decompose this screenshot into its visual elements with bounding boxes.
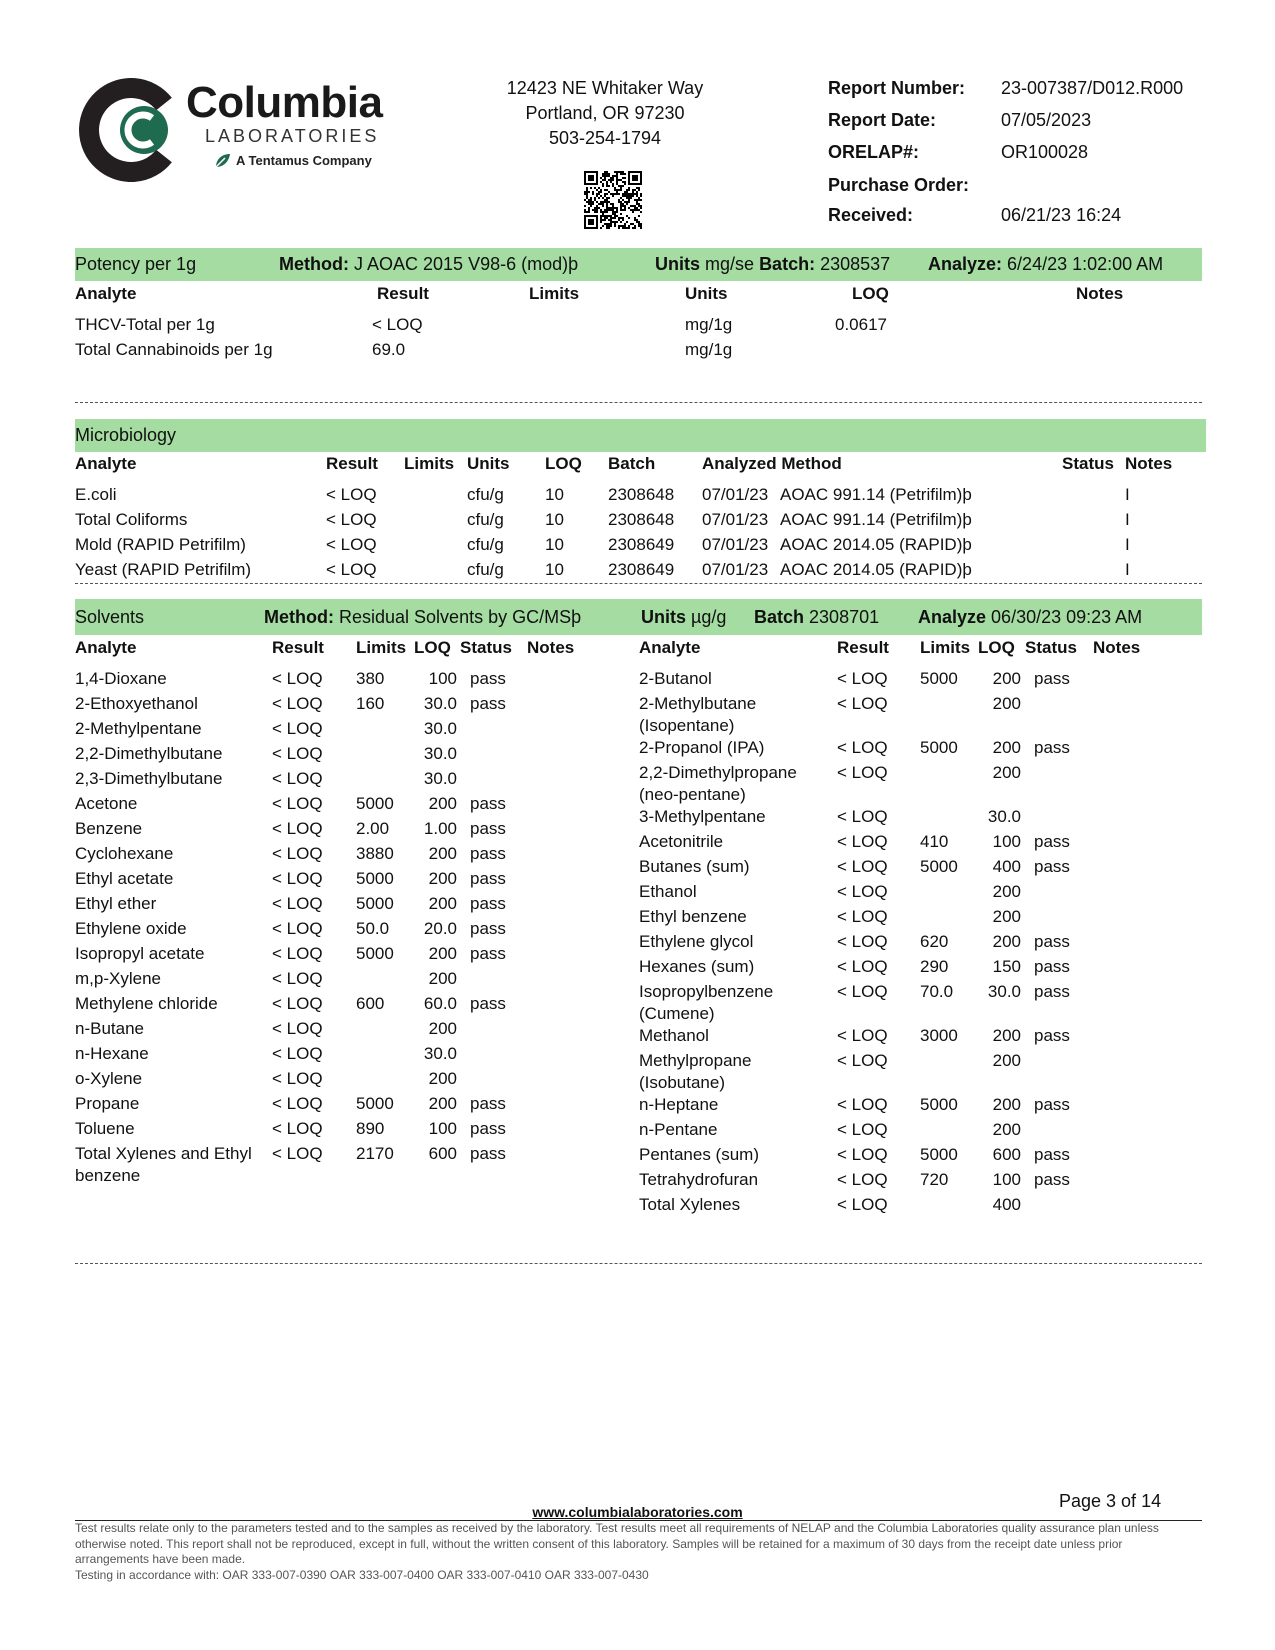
solvents-analyze [918,601,1142,634]
table-cell: < LOQ [837,1195,888,1214]
brand-name: Columbia [186,78,383,127]
column-header: Result [837,638,889,657]
column-header: Notes [1125,454,1173,473]
table-cell: pass [470,919,506,938]
table-cell: o-Xylene [75,1069,143,1088]
table-cell: < LOQ [272,719,323,738]
table-cell: 200 [992,669,1021,688]
table-cell: 5000 [356,869,394,888]
report-label: Purchase Order: [828,175,970,195]
table-cell: < LOQ [272,1019,323,1038]
potency-title: Potency per 1g [75,254,197,274]
table-cell: Ethylene glycol [639,932,754,951]
column-header: LOQ [414,638,451,657]
table-cell: 2170 [356,1144,394,1163]
table-cell: Tetrahydrofuran [639,1170,759,1189]
table-cell: 200 [992,932,1021,951]
logo-c-icon [78,78,182,182]
table-cell: 200 [428,944,457,963]
table-cell: 1,4-Dioxane [75,669,167,688]
table-cell: pass [1034,1145,1070,1164]
table-cell: 150 [992,957,1021,976]
table-cell: 200 [992,694,1021,713]
table-cell: 60.0 [423,994,457,1013]
solvents-analyze-label: Analyze [918,607,987,627]
table-cell: 290 [920,957,949,976]
report-value: 06/21/23 16:24 [1001,205,1122,225]
divider [75,402,1202,403]
table-cell: < LOQ [272,769,323,788]
table-cell: 200 [428,1094,457,1113]
table-cell: 200 [992,882,1021,901]
table-cell: (Cumene) [639,1004,715,1023]
solvents-batch-value: 2308701 [809,607,880,627]
column-header: Status [1062,454,1114,473]
table-cell: pass [470,1119,506,1138]
address-street: 12423 NE Whitaker Way [506,78,704,98]
table-cell: Total Xylenes and Ethyl [75,1144,252,1163]
table-cell: pass [1034,738,1070,757]
table-cell: 600 [356,994,385,1013]
table-cell: pass [1034,1170,1070,1189]
table-cell: pass [470,869,506,888]
table-cell: I [1125,535,1130,554]
tentamus-leaf-icon [213,151,233,171]
table-cell: 2,2-Dimethylpropane [639,763,797,782]
table-cell: < LOQ [837,807,888,826]
footer-url[interactable]: www.columbialaboratories.com [532,1504,743,1520]
table-cell: 30.0 [423,719,457,738]
table-cell: m,p-Xylene [75,969,161,988]
table-cell: Acetonitrile [639,832,724,851]
disclaimer-text: Test results relate only to the parameters tested and to the samples as received by the laboratory. Test results meet all requirements of NELAP and the Columbia Laboratories quality assurance plan unless otherwise noted. This report shall not be reproduced, except in full, without the written consent of this laboratory. Samples will be retained for a maximum of 30 days from the receipt date unless prior arrangements have been made. [75,1521,1159,1566]
potency-units-label: Units [655,254,700,274]
table-cell: < LOQ [837,1051,888,1070]
table-cell: 2-Propanol (IPA) [639,738,765,757]
table-cell: THCV-Total per 1g [75,315,215,334]
potency-analyze-value: 6/24/23 1:02:00 AM [1007,254,1164,274]
table-cell: 2-Butanol [639,669,712,688]
table-cell: 30.0 [987,982,1021,1001]
table-cell: < LOQ [837,907,888,926]
table-cell: < LOQ [326,510,377,529]
table-cell: < LOQ [837,957,888,976]
table-cell: 10 [545,485,564,504]
table-cell: cfu/g [467,560,504,579]
divider [75,1263,1202,1264]
table-cell: < LOQ [272,1119,323,1138]
table-cell: 5000 [920,669,958,688]
table-cell: I [1125,560,1130,579]
table-cell: Cyclohexane [75,844,174,863]
table-cell: < LOQ [837,669,888,688]
table-cell: pass [470,694,506,713]
footer-disclaimer [75,1521,1195,1583]
table-cell: < LOQ [837,694,888,713]
table-cell: < LOQ [272,844,323,863]
table-cell: Total Cannabinoids per 1g [75,340,273,359]
table-cell: n-Butane [75,1019,144,1038]
table-cell: 2308649 [608,535,675,554]
report-value: 23-007387/D012.R000 [1001,78,1184,98]
table-cell: 07/01/23 [702,510,769,529]
table-cell: (Isobutane) [639,1073,725,1092]
column-header: Notes [1076,284,1124,303]
solvents-units-value: µg/g [691,607,727,627]
table-cell: pass [470,994,506,1013]
table-cell: 5000 [356,944,394,963]
table-cell: cfu/g [467,510,504,529]
table-cell: Methanol [639,1026,709,1045]
table-cell: < LOQ [326,485,377,504]
table-cell: 5000 [356,794,394,813]
column-header: Limits [356,638,407,657]
table-cell: 3880 [356,844,394,863]
table-cell: (neo-pentane) [639,785,746,804]
table-cell: < LOQ [272,969,323,988]
potency-analyze-label: Analyze: [928,254,1003,274]
page-number: Page 3 of 14 [1059,1491,1162,1511]
table-cell: (Isopentane) [639,716,735,735]
table-cell: 07/01/23 [702,485,769,504]
table-cell: 2308648 [608,510,675,529]
table-cell: < LOQ [837,982,888,1001]
table-cell: 200 [992,1051,1021,1070]
qr-code-icon [584,171,642,229]
table-cell: 1.00 [423,819,457,838]
report-label: Report Date: [828,110,937,130]
table-cell: 2-Methylbutane [639,694,757,713]
table-cell: pass [1034,957,1070,976]
table-cell: n-Hexane [75,1044,149,1063]
potency-units-value: mg/se [705,254,755,274]
column-header: Analyte [75,284,137,303]
table-cell: < LOQ [272,1069,323,1088]
table-cell: pass [470,944,506,963]
table-cell: 07/01/23 [702,535,769,554]
table-cell: 3-Methylpentane [639,807,766,826]
table-cell: 620 [920,932,949,951]
column-header: Result [272,638,324,657]
table-cell: < LOQ [837,882,888,901]
table-cell: 200 [428,794,457,813]
table-cell: mg/1g [685,315,733,334]
table-cell: pass [1034,982,1070,1001]
table-cell: 10 [545,535,564,554]
table-cell: 410 [920,832,949,851]
table-cell: I [1125,485,1130,504]
table-cell: 200 [428,1069,457,1088]
solvents-method-value: Residual Solvents by GC/MSþ [339,607,582,627]
address-phone: 503-254-1794 [548,128,662,148]
column-header: Notes [527,638,575,657]
potency-batch-value: 2308537 [820,254,891,274]
table-cell: 380 [356,669,385,688]
report-value: 07/05/2023 [1001,110,1092,130]
column-header: Analyte [639,638,701,657]
table-cell: 890 [356,1119,385,1138]
table-cell: < LOQ [272,944,323,963]
table-cell: 100 [992,1170,1021,1189]
table-cell: pass [1034,1095,1070,1114]
table-cell: cfu/g [467,535,504,554]
column-header: Analyzed Method [702,454,842,473]
table-cell: 2.00 [356,819,390,838]
column-header: Limits [920,638,971,657]
table-cell: 5000 [920,1145,958,1164]
table-cell: pass [470,1144,506,1163]
column-header: Result [377,284,429,303]
table-cell: Isopropyl acetate [75,944,205,963]
brand-tagline: A Tentamus Company [236,153,372,168]
table-cell: pass [470,794,506,813]
table-cell: 200 [992,738,1021,757]
table-cell: 69.0 [372,340,406,359]
table-cell: 600 [428,1144,457,1163]
report-label: Report Number: [828,78,966,98]
table-cell: pass [470,1094,506,1113]
table-cell: Pentanes (sum) [639,1145,759,1164]
table-cell: Toluene [75,1119,135,1138]
table-cell: 200 [428,969,457,988]
table-cell: Butanes (sum) [639,857,750,876]
table-cell: Total Coliforms [75,510,188,529]
table-cell: < LOQ [272,794,323,813]
column-header: Result [326,454,378,473]
table-cell: cfu/g [467,485,504,504]
table-cell: n-Heptane [639,1095,719,1114]
table-cell: pass [470,819,506,838]
potency-analyze [928,248,1163,281]
table-cell: < LOQ [837,1026,888,1045]
table-cell: pass [1034,832,1070,851]
table-cell: < LOQ [272,669,323,688]
table-cell: AOAC 2014.05 (RAPID)þ [780,535,972,554]
table-cell: mg/1g [685,340,733,359]
table-cell: benzene [75,1166,141,1185]
table-cell: < LOQ [372,315,423,334]
table-cell: < LOQ [326,535,377,554]
column-header: LOQ [978,638,1015,657]
table-cell: Yeast (RAPID Petrifilm) [75,560,252,579]
address-city: Portland, OR 97230 [525,103,685,123]
table-cell: < LOQ [272,869,323,888]
table-cell: 2308648 [608,485,675,504]
table-cell: pass [1034,1026,1070,1045]
table-cell: pass [1034,932,1070,951]
column-header: Limits [404,454,455,473]
table-cell: 200 [992,1120,1021,1139]
column-header: Analyte [75,454,137,473]
table-cell: < LOQ [837,832,888,851]
table-cell: 400 [992,857,1021,876]
table-cell: 0.0617 [835,315,887,334]
column-header: Status [1025,638,1077,657]
table-cell: AOAC 991.14 (Petrifilm)þ [780,510,972,529]
potency-method-value: J AOAC 2015 V98-6 (mod)þ [354,254,579,274]
column-header: Units [685,284,728,303]
table-cell: 2308649 [608,560,675,579]
column-header: Limits [529,284,580,303]
table-cell: 200 [992,1095,1021,1114]
table-cell: 30.0 [987,807,1021,826]
table-cell: 70.0 [920,982,954,1001]
table-cell: n-Pentane [639,1120,718,1139]
table-cell: 5000 [920,857,958,876]
column-header: Batch [608,454,656,473]
solvents-units-label: Units [641,607,686,627]
report-value: OR100028 [1001,142,1089,162]
table-cell: < LOQ [837,1120,888,1139]
table-cell: 30.0 [423,744,457,763]
table-cell: 200 [428,869,457,888]
divider [75,583,1202,584]
table-cell: < LOQ [272,744,323,763]
brand-subtitle: LABORATORIES [205,126,380,146]
table-cell: < LOQ [272,919,323,938]
table-cell: 200 [992,1026,1021,1045]
solvents-batch-label: Batch [754,607,805,627]
compliance-text: Testing in accordance with: OAR 333-007-0390 OAR 333-007-0400 OAR 333-007-0410 OAR 333-007-0430 [75,1567,649,1582]
table-cell: Methylene chloride [75,994,218,1013]
table-cell: 50.0 [356,919,390,938]
table-cell: 30.0 [423,769,457,788]
table-cell: < LOQ [837,932,888,951]
micro-band [75,419,1206,452]
table-cell: 5000 [920,1095,958,1114]
table-cell: pass [470,844,506,863]
table-cell: Mold (RAPID Petrifilm) [75,535,246,554]
table-cell: < LOQ [272,994,323,1013]
table-cell: 600 [992,1145,1021,1164]
table-cell: < LOQ [272,1144,323,1163]
table-cell: Ethyl benzene [639,907,747,926]
micro-title: Microbiology [75,425,177,445]
table-cell: 200 [428,1019,457,1038]
table-cell: 2,2-Dimethylbutane [75,744,223,763]
table-cell: < LOQ [272,894,323,913]
column-header: Analyte [75,638,137,657]
table-cell: pass [1034,857,1070,876]
table-cell: 160 [356,694,385,713]
report-label: ORELAP#: [828,142,920,162]
solvents-analyze-value: 06/30/23 09:23 AM [991,607,1143,627]
table-cell: 10 [545,560,564,579]
table-cell: Methylpropane [639,1051,752,1070]
column-header: Status [460,638,512,657]
table-cell: 100 [992,832,1021,851]
table-cell: < LOQ [272,1094,323,1113]
table-cell: < LOQ [837,738,888,757]
table-cell: 2-Methylpentane [75,719,202,738]
table-cell: < LOQ [272,819,323,838]
table-cell: pass [470,894,506,913]
table-cell: 2-Ethoxyethanol [75,694,198,713]
table-cell: 200 [428,844,457,863]
table-cell: < LOQ [326,560,377,579]
potency-units [655,248,890,281]
table-cell: 400 [992,1195,1021,1214]
table-cell: Isopropylbenzene [639,982,774,1001]
table-cell: pass [1034,669,1070,688]
table-cell: pass [470,669,506,688]
potency-method-label: Method: [279,254,349,274]
potency-batch-label: Batch: [759,254,816,274]
table-cell: 5000 [920,738,958,757]
table-cell: 5000 [356,894,394,913]
table-cell: Ethyl ether [75,894,157,913]
table-cell: AOAC 2014.05 (RAPID)þ [780,560,972,579]
table-cell: 20.0 [423,919,457,938]
column-header: Notes [1093,638,1141,657]
column-header: Units [467,454,510,473]
table-cell: 30.0 [423,694,457,713]
column-header: LOQ [852,284,889,303]
table-cell: 100 [428,1119,457,1138]
table-cell: 3000 [920,1026,958,1045]
table-cell: I [1125,510,1130,529]
solvents-units [641,601,726,634]
table-cell: Ethyl acetate [75,869,174,888]
table-cell: < LOQ [272,694,323,713]
solvents-method-label: Method: [264,607,334,627]
table-cell: Acetone [75,794,138,813]
table-cell: 10 [545,510,564,529]
table-cell: Benzene [75,819,143,838]
table-cell: 30.0 [423,1044,457,1063]
table-cell: 200 [428,894,457,913]
column-header: LOQ [545,454,582,473]
table-cell: 2,3-Dimethylbutane [75,769,223,788]
table-cell: 200 [992,907,1021,926]
table-cell: < LOQ [837,857,888,876]
table-cell: Ethanol [639,882,697,901]
table-cell: Propane [75,1094,140,1113]
table-cell: Total Xylenes [639,1195,741,1214]
table-cell: 200 [992,763,1021,782]
table-cell: 5000 [356,1094,394,1113]
solvents-batch [754,601,879,634]
table-cell: E.coli [75,485,117,504]
table-cell: 720 [920,1170,949,1189]
report-label: Received: [828,205,914,225]
table-cell: < LOQ [837,763,888,782]
table-cell: < LOQ [837,1145,888,1164]
table-cell: 100 [428,669,457,688]
table-cell: < LOQ [837,1170,888,1189]
table-cell: AOAC 991.14 (Petrifilm)þ [780,485,972,504]
potency-method [279,248,578,281]
table-cell: Hexanes (sum) [639,957,755,976]
solvents-method [264,601,581,634]
table-cell: < LOQ [837,1095,888,1114]
table-cell: < LOQ [272,1044,323,1063]
table-cell: 07/01/23 [702,560,769,579]
table-cell: Ethylene oxide [75,919,187,938]
solvents-title: Solvents [75,607,145,627]
